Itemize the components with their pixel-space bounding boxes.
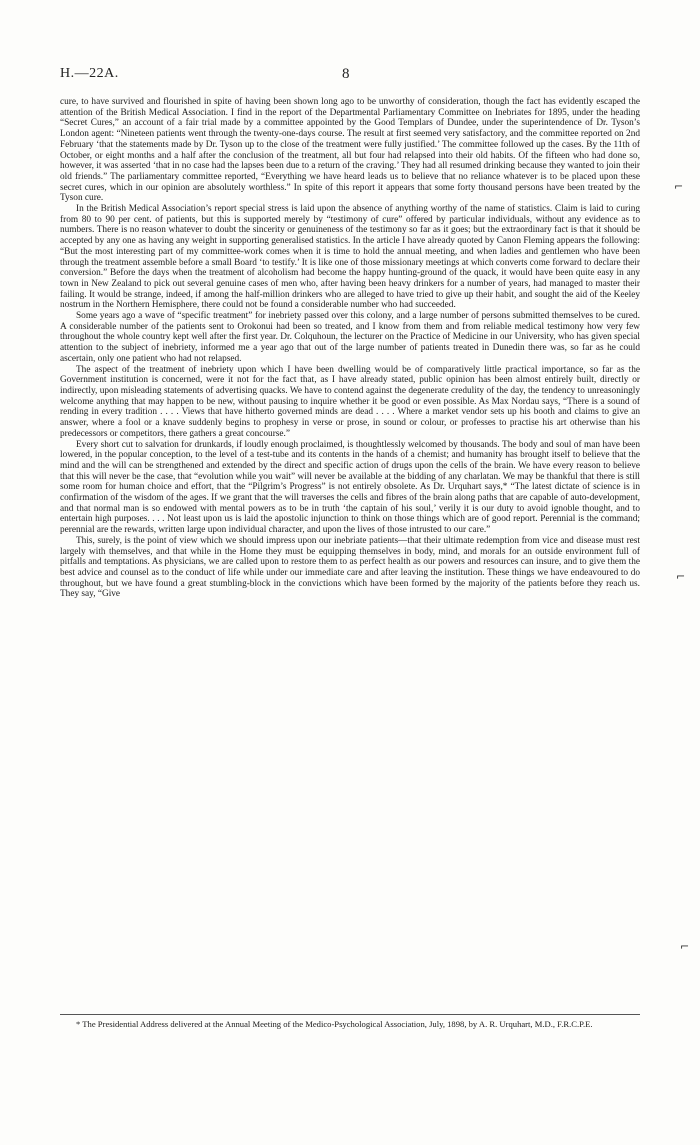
paragraph: cure, to have survived and flourished in spite of having been shown long ago to be unworthy of consideration, though the fact has evidently escaped the attention of the British Medical Association. I find in the report of the Departmental Parliamentary Committee on Inebriates for 1895, under the heading “Secret Cures,” an account of a fair trial made by a committee appointed by the Good Templars of Dundee, under the superintendence of Dr. Tyson’s London agent: “Nineteen patients went through the twenty-one-days course. The result at first seemed very satisfactory, and the committee reported on 2nd February ‘that the statements made by Dr. Tyson up to the close of the treatment were fully justified.’ The committee followed up the cases. By the 11th of October, or eight months and a half after the conclusion of the treatment, all but four had relapsed into their old habits. Of the fifteen who had done so, however, it was asserted ‘that in no case had the lapses been due to a return of the craving.’ They had all resumed drinking because they wanted to join their old friends.” The parliamentary committee reported, “Everything we have heard leads us to believe that no reliance whatever is to be placed upon these secret cures, which in our opinion are absolutely worthless.” In spite of this report it appears that some forty thousand persons have been treated by the Tyson cure. [60,97,640,204]
page-number: 8 [342,66,350,82]
body-text [60,97,640,600]
document-code: H.—22A. [60,66,119,81]
margin-mark-icon: ⌐ [674,180,684,193]
paragraph: In the British Medical Association’s report special stress is laid upon the absence of anything worthy of the name of statistics. Claim is laid to curing from 80 to 90 per cent. of patients, but this is supported merely by “testimony of cure” offered by particular individuals, without any evidence as to numbers. There is no reason whatever to doubt the sincerity or genuineness of the testimony so far as it goes; but the extraordinary fact is that it should be accepted by any one as having any weight in supporting generalised statistics. In the article I have already quoted by Canon Fleming appears the following: “But the most interesting part of my committee-work comes when it is time to hold the annual meeting, and when ladies and gentlemen who have been through the treatment assemble before a small Board ‘to testify.’ It is like one of those missionary meetings at which converts come forward to declare their conversion.” Before the days when the treatment of alcoholism had become the happy hunting-ground of the quack, it would have been quite easy in any town in New Zealand to pick out several genuine cases of men who, after having been heavy drinkers for a number of years, had managed to master their failing. It would be strange, indeed, if among the half-million drinkers who are alleged to have tried to give up their habit, and sought the aid of the Keeley nostrum in the Northern Hemisphere, there could not be found a considerable number who had succeeded. [60,204,640,311]
margin-mark-icon: ⌐ [680,940,690,953]
margin-mark-icon: ⌐ [676,570,686,583]
footnote-divider [60,1014,640,1015]
footnote: * The Presidential Address delivered at the Annual Meeting of the Medico-Psychological Association, July, 1898, by A. R. Urquhart, M.D., F.R.C.P.E. [76,1019,593,1029]
paragraph: Some years ago a wave of “specific treatment” for inebriety passed over this colony, and a large number of persons submitted themselves to be cured. A considerable number of the patients sent to Orokonui had been so treated, and I know from them and from reliable medical testimony how very few throughout the whole country kept well after the first year. Dr. Colquhoun, the lecturer on the Practice of Medicine in our University, who has given special attention to the subject of inebriety, informed me a year ago that out of the large number of patients treated in Dunedin there was, so far as he could ascertain, only one patient who had not relapsed. [60,311,640,364]
paragraph: The aspect of the treatment of inebriety upon which I have been dwelling would be of comparatively little practical importance, so far as the Government institution is concerned, were it not for the fact that, as I have already stated, public opinion has been almost entirely built, directly or indirectly, upon misleading statements of advertising quacks. We have to contend against the degenerate credulity of the day, the tendency to unreasoningly welcome anything that may happen to be new, without pausing to inquire whether it be good or even possible. As Max Nordau says, “There is a sound of rending in every tradition . . . . Views that have hitherto governed minds are dead . . . . Where a market vendor sets up his booth and claims to give an answer, where a fool or a knave suddenly begins to prophesy in verse or prose, in sound or colour, or professes to practise his art otherwise than his predecessors or competitors, there gathers a great concourse.” [60,364,640,439]
paragraph: This, surely, is the point of view which we should impress upon our inebriate patients—that their ultimate redemption from vice and disease must rest largely with themselves, and that while in the Home they must be equipping themselves in body, mind, and morals for an outside environment full of pitfalls and temptations. As physicians, we are called upon to restore them to as perfect health as our powers and resources can insure, and to give them the best advice and counsel as to the conduct of life while under our immediate care and after leaving the institution. These things we have endeavoured to do throughout, but we have found a great stumbling-block in the convictions which have been formed by the majority of the patients before they reach us. They say, “Give [60,535,640,600]
paragraph: Every short cut to salvation for drunkards, if loudly enough proclaimed, is thoughtlessly welcomed by thousands. The body and soul of man have been lowered, in the popular conception, to the level of a test-tube and its contents in the hands of a chemist; and humanity has brought itself to believe that the mind and the will can be strengthened and extended by the direct and specific action of drugs upon the cells of the brain. We have every reason to believe that this will never be the case, that “evolution while you wait” will never be available at the bidding of any charlatan. We may be thankful that there is still some room for human choice and effort, that the “Pilgrim’s Progress” is not entirely obsolete. As Dr. Urquhart says,* “The latest dictate of science is in confirmation of the wisdom of the ages. If we grant that the will traverses the cells and fibres of the brain along paths that are capable of auto-development, and that normal man is so endowed with mental powers as to be in truth ‘the captain of his soul,’ verily it is our duty to avoid ignoble thought, and to entertain high purposes. . . . Not least upon us is laid the apostolic injunction to think on those things which are of good report. Perennial is the command; perennial are the rewards, written large upon individual character, and upon the lives of those intrusted to our care.” [60,439,640,536]
page-header [60,66,640,84]
